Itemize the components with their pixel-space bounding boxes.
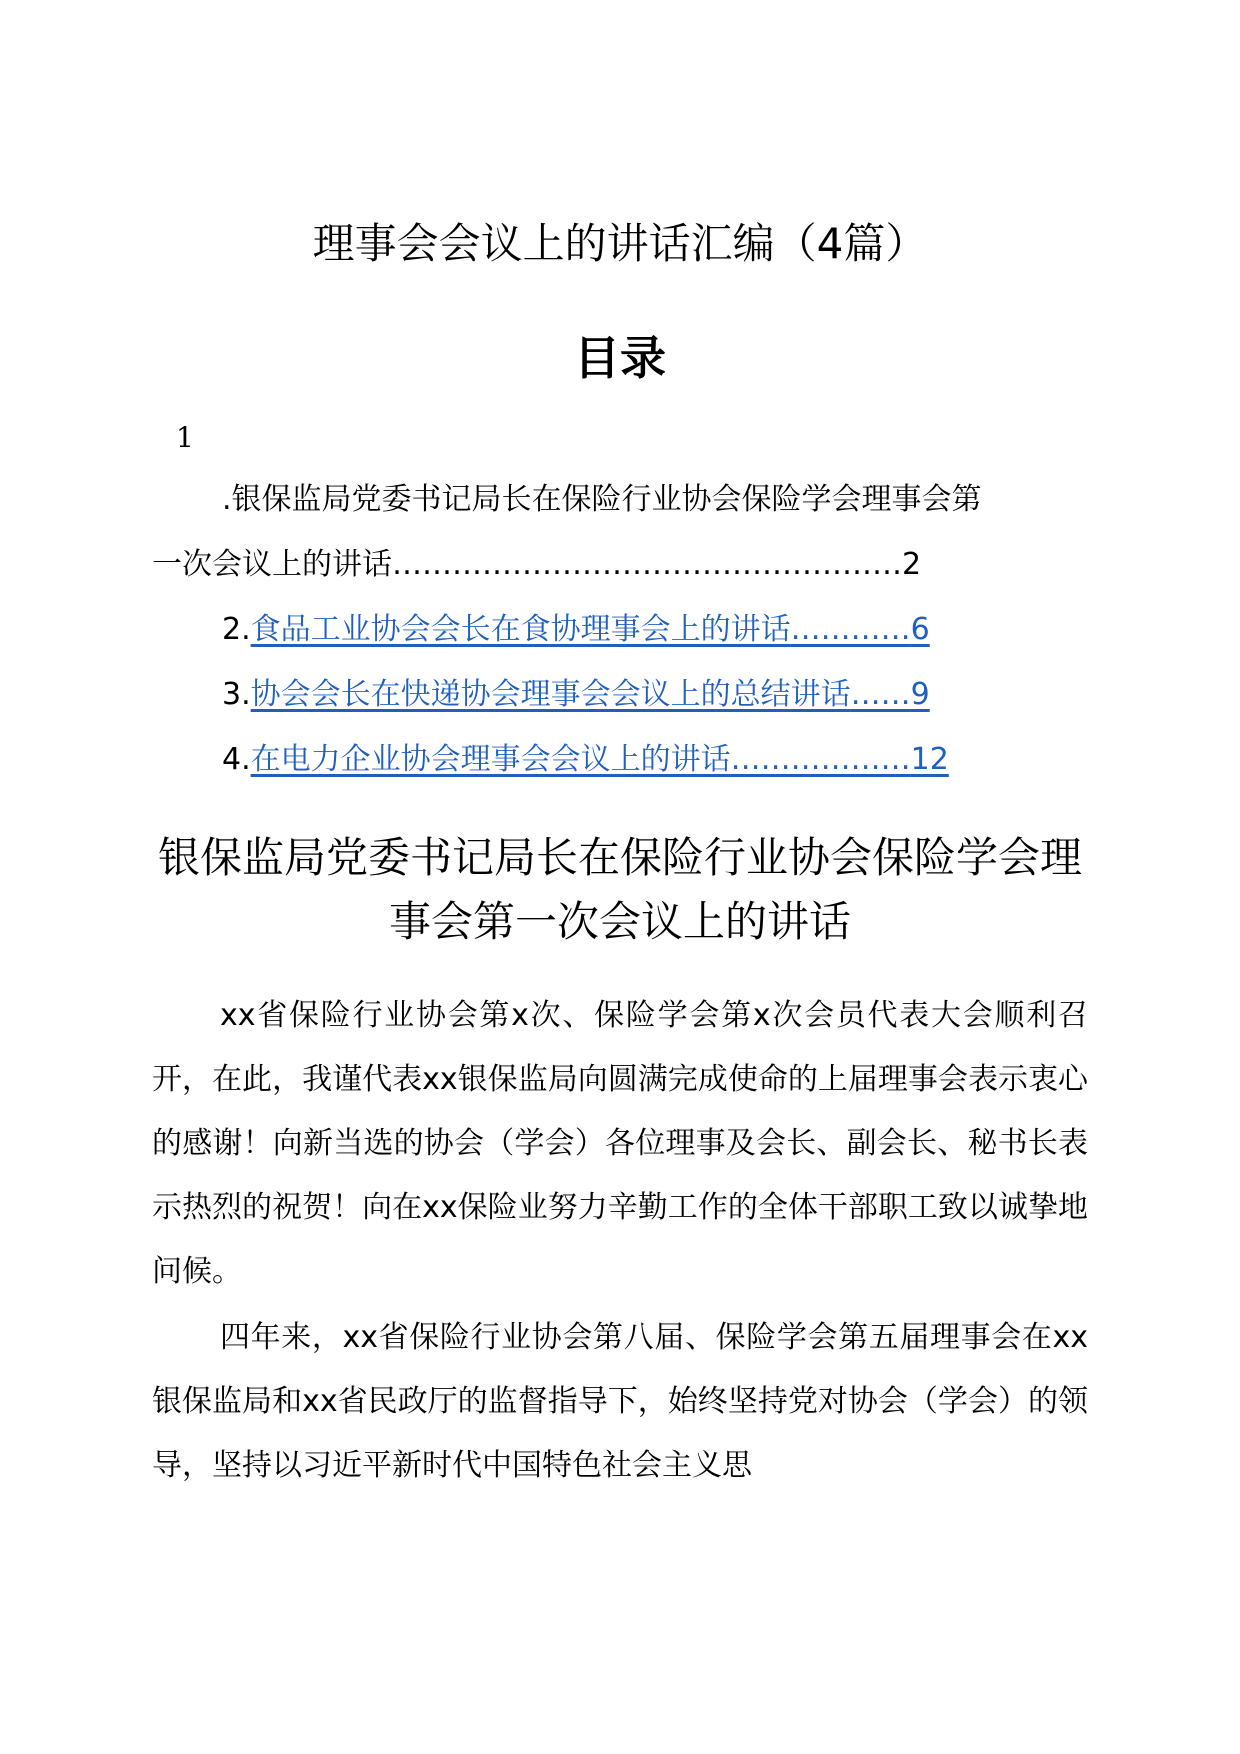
- document-title: 理事会会议上的讲话汇编（4篇）: [312, 219, 928, 268]
- toc-item-2-link: [251, 612, 930, 647]
- body-paragraph-1: xx省保险行业协会第x次、保险学会第x次会员代表大会顺利召开，在此，我谨代表xx银保监局向圆满完成使命的上届理事会表示衷心的感谢！向新当选的协会（学会）各位理事及会长、副会长、秘书长表示热烈的祝贺！向在xx保险业努力辛勤工作的全体干部职工致以诚挚地问候。: [152, 998, 1088, 1289]
- toc-item-1-line1[interactable]: [222, 468, 982, 532]
- toc-item-1-leader: ……………………………………………: [392, 547, 902, 582]
- toc-item-3-leader: ……: [850, 677, 911, 712]
- body-paragraph-2: 四年来，xx省保险行业协会第八届、保险学会第五届理事会在xx银保监局和xx省民政厅的监督指导下，始终坚持党对协会（学会）的领导，坚持以习近平新时代中国特色社会主义思: [152, 1320, 1088, 1483]
- toc-item-3-page: 9: [910, 677, 930, 712]
- toc-item-2-page: 6: [910, 612, 930, 647]
- toc-item-3-link: [251, 677, 930, 712]
- toc-item-4-page: 12: [910, 742, 949, 777]
- toc-item-1-line2[interactable]: [152, 533, 921, 597]
- toc-item-2-text[interactable]: 食品工业协会会长在食协理事会上的讲话: [250, 612, 791, 647]
- toc-item-3-text[interactable]: 协会会长在快递协会理事会会议上的总结讲话: [250, 677, 851, 712]
- toc-item-4-link: [251, 742, 949, 777]
- toc-item-4-number: 4.: [222, 742, 251, 777]
- toc-item-2[interactable]: [222, 598, 930, 662]
- toc-item-4-text[interactable]: 在电力企业协会理事会会议上的讲话: [250, 742, 731, 777]
- toc-item-4-leader: ………………: [730, 742, 911, 777]
- toc-heading: 目录: [574, 331, 666, 385]
- article-title: 银保监局党委书记局长在保险行业协会保险学会理事会第一次会议上的讲话: [157, 833, 1082, 946]
- toc-item-3-number: 3.: [222, 677, 251, 712]
- toc-item-1-text-part1: .银保监局党委书记局长在保险行业协会保险学会理事会第: [222, 482, 982, 517]
- toc-item-1-page: 2: [902, 547, 922, 582]
- toc-item-1-text-part2: 一次会议上的讲话: [152, 547, 392, 582]
- toc-item-2-number: 2.: [222, 612, 251, 647]
- toc-number-marker: 1: [176, 421, 194, 454]
- toc-item-4[interactable]: [222, 728, 949, 792]
- toc-item-3[interactable]: [222, 663, 930, 727]
- toc-item-2-leader: …………: [790, 612, 911, 647]
